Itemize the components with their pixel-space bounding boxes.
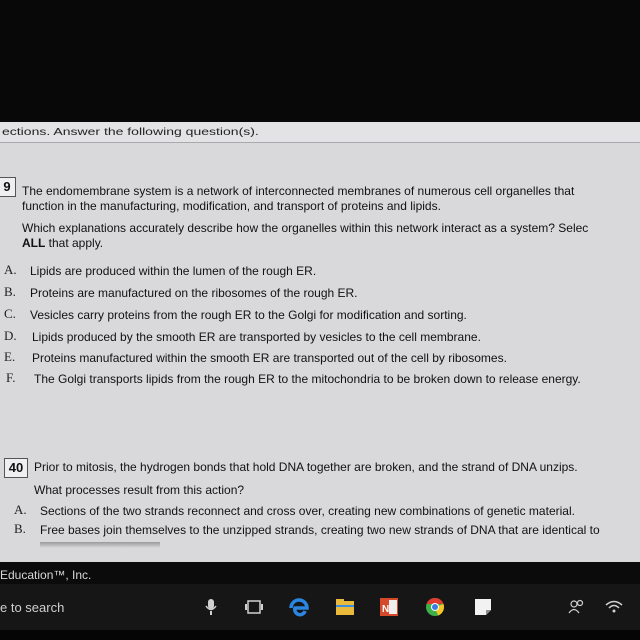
copyright-text: Education™, Inc. xyxy=(0,568,92,582)
option-letter: E. xyxy=(4,349,16,364)
edge-icon[interactable] xyxy=(288,596,310,618)
option-text: Sections of the two strands reconnect and cross over, creating new combinations of genetic material. xyxy=(40,504,575,518)
instructions-header xyxy=(0,122,640,143)
file-explorer-icon[interactable] xyxy=(334,596,356,618)
svg-text:N: N xyxy=(382,604,390,615)
test-page xyxy=(0,122,640,562)
option-text: Lipids produced by the smooth ER are transported by vesicles to the cell membrane. xyxy=(32,330,481,344)
sticky-notes-icon[interactable] xyxy=(472,596,494,618)
taskbar xyxy=(0,584,640,630)
option-text: Proteins manufactured within the smooth ER are transported out of the cell by ribosomes. xyxy=(32,351,507,365)
microphone-icon[interactable] xyxy=(204,596,218,618)
option-letter: A. xyxy=(14,502,27,517)
question-39-prompt-line-2 xyxy=(22,236,103,250)
option-letter: B. xyxy=(4,284,16,299)
cutoff-text-fragment xyxy=(40,542,160,548)
option-text: Vesicles carry proteins from the rough ER to the Golgi for modification and sorting. xyxy=(30,308,467,322)
all-emphasis: ALL xyxy=(22,236,46,250)
option-letter: B. xyxy=(14,521,26,536)
option-text: The Golgi transports lipids from the rough ER to the mitochondria to be broken down to release energy. xyxy=(34,372,581,386)
option-letter: F. xyxy=(6,370,16,385)
option-text: Free bases join themselves to the unzipped strands, creating two new strands of DNA that are identical to xyxy=(40,523,600,537)
question-40-stem-line-1: Prior to mitosis, the hydrogen bonds that hold DNA together are broken, and the strand of DNA unzips. xyxy=(34,460,578,474)
monitor-bezel-bottom xyxy=(0,630,640,640)
onenote-icon[interactable] xyxy=(378,596,400,618)
question-39-number: 9 xyxy=(0,177,16,197)
prompt-rest: that apply. xyxy=(45,236,104,250)
option-letter: D. xyxy=(4,328,17,343)
option-letter: C. xyxy=(4,306,16,321)
monitor-bezel-top xyxy=(0,0,640,122)
chrome-icon[interactable] xyxy=(424,596,446,618)
question-39-stem-line-2: function in the manufacturing, modification, and transport of proteins and lipids. xyxy=(22,199,441,213)
question-39-stem-line-1: The endomembrane system is a network of interconnected membranes of numerous cell organelles that xyxy=(22,184,575,198)
question-40-stem-line-2: What processes result from this action? xyxy=(34,483,245,497)
taskbar-search-box[interactable]: e to search xyxy=(0,600,65,615)
question-39-prompt-line-1: Which explanations accurately describe how the organelles within this network interact as a system? Selec xyxy=(22,221,589,235)
option-text: Lipids are produced within the lumen of the rough ER. xyxy=(30,264,317,278)
option-text: Proteins are manufactured on the ribosomes of the rough ER. xyxy=(30,286,358,300)
option-letter: A. xyxy=(4,262,17,277)
network-icon[interactable] xyxy=(604,596,624,618)
people-icon[interactable] xyxy=(568,596,586,618)
question-40-number: 40 xyxy=(4,458,28,478)
task-view-icon[interactable] xyxy=(244,596,264,618)
instructions-text: ections. Answer the following question(s). xyxy=(2,126,259,138)
